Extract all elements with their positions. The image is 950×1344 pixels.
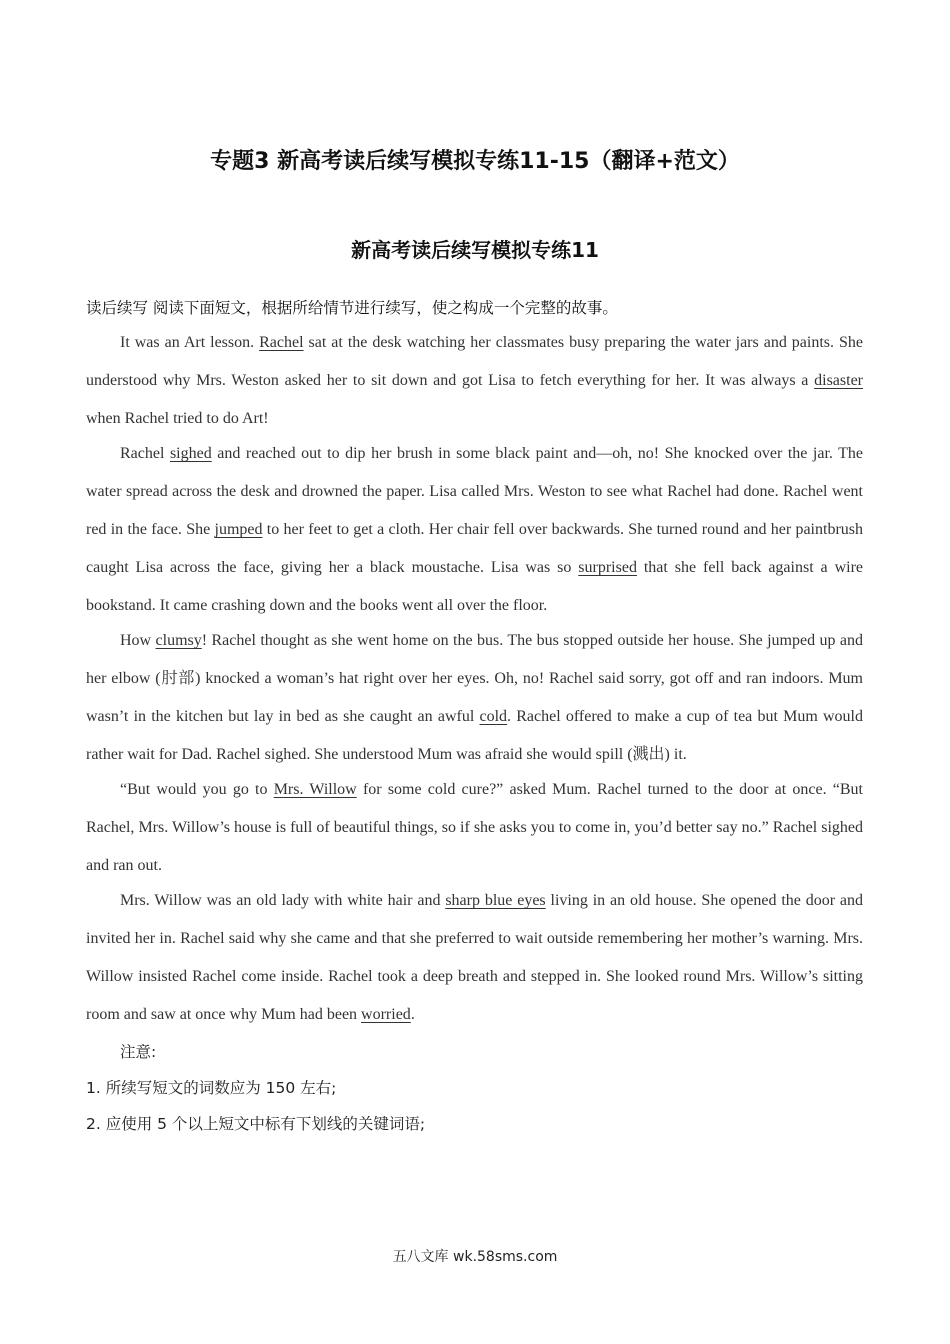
instruction-text: 读后续写 阅读下面短文，根据所给情节进行续写，使之构成一个完整的故事。 [86,299,618,317]
passage-paragraph: How clumsy! Rachel thought as she went home on the bus. The bus stopped outside her house. She jumped up and her elbow (肘部) knocked a woman’s hat right over her eyes. Oh, no! Rachel said sorry, got off and ran indoors. Mum wasn’t in the kitchen but lay in bed as she caught an awful cold. Rachel offered to make a cup of tea but Mum would rather wait for Dad. Rachel sighed. She understood Mum was afraid she would spill (溅出) it. [86,632,864,763]
passage-paragraph: Mrs. Willow was an old lady with white hair and sharp blue eyes living in an old house. She opened the door and invited her in. Rachel said why she came and that she preferred to wait outside remembering her mother’s warning. Mrs. Willow insisted Rachel come inside. Rachel took a deep breath and stepped in. She looked round Mrs. Willow’s sitting room and saw at once why Mum had been worried. [86,892,864,1023]
note-item: 1. 所续写短文的词数应为 150 左右; [86,1079,337,1097]
main-title: 专题3 新高考读后续写模拟专练11-15（翻译+范文） [210,149,740,174]
keyword-underlined: cold [479,708,508,725]
keyword-underlined: sighed [169,445,212,462]
keyword-underlined: surprised [578,559,637,576]
passage-paragraph: “But would you go to Mrs. Willow for some cold cure?” asked Mum. Rachel turned to the door at once. “But Rachel, Mrs. Willow’s house is full of beautiful things, so if she asks you to come in, you’d better say no.” Rachel sighed and ran out. [86,781,864,874]
sub-title: 新高考读后续写模拟专练11 [351,238,599,262]
passage-paragraph: It was an Art lesson. Rachel sat at the desk watching her classmates busy preparing the water jars and paints. She understood why Mrs. Weston asked her to sit down and got Lisa to fetch everything for her. It was always a disaster when Rachel tried to do Art! [86,334,864,427]
passage-paragraph: Rachel sighed and reached out to dip her brush in some black paint and—oh, no! She knocked over the jar. The water spread across the desk and drowned the paper. Lisa called Mrs. Weston to see what Rachel had done. Rachel went red in the face. She jumped to her feet to get a cloth. Her chair fell over backwards. She turned round and her paintbrush caught Lisa across the face, giving her a black moustache. Lisa was so surprised that she fell back against a wire bookstand. It came crashing down and the books went all over the floor. [86,445,864,614]
keyword-underlined: Mrs. Willow [273,781,357,798]
keyword-underlined: jumped [214,521,263,538]
keyword-underlined: sharp blue eyes [445,892,546,909]
keyword-underlined: clumsy [155,632,202,649]
note-heading: 注意: [120,1043,157,1061]
keyword-underlined: Rachel [259,334,304,351]
footer-watermark-text: 五八文库 wk.58sms.com [392,1249,558,1265]
keyword-underlined: worried [361,1006,411,1023]
passage-body [86,324,863,1142]
keyword-underlined: disaster [814,372,863,389]
note-item: 2. 应使用 5 个以上短文中标有下划线的关键词语; [86,1115,426,1133]
